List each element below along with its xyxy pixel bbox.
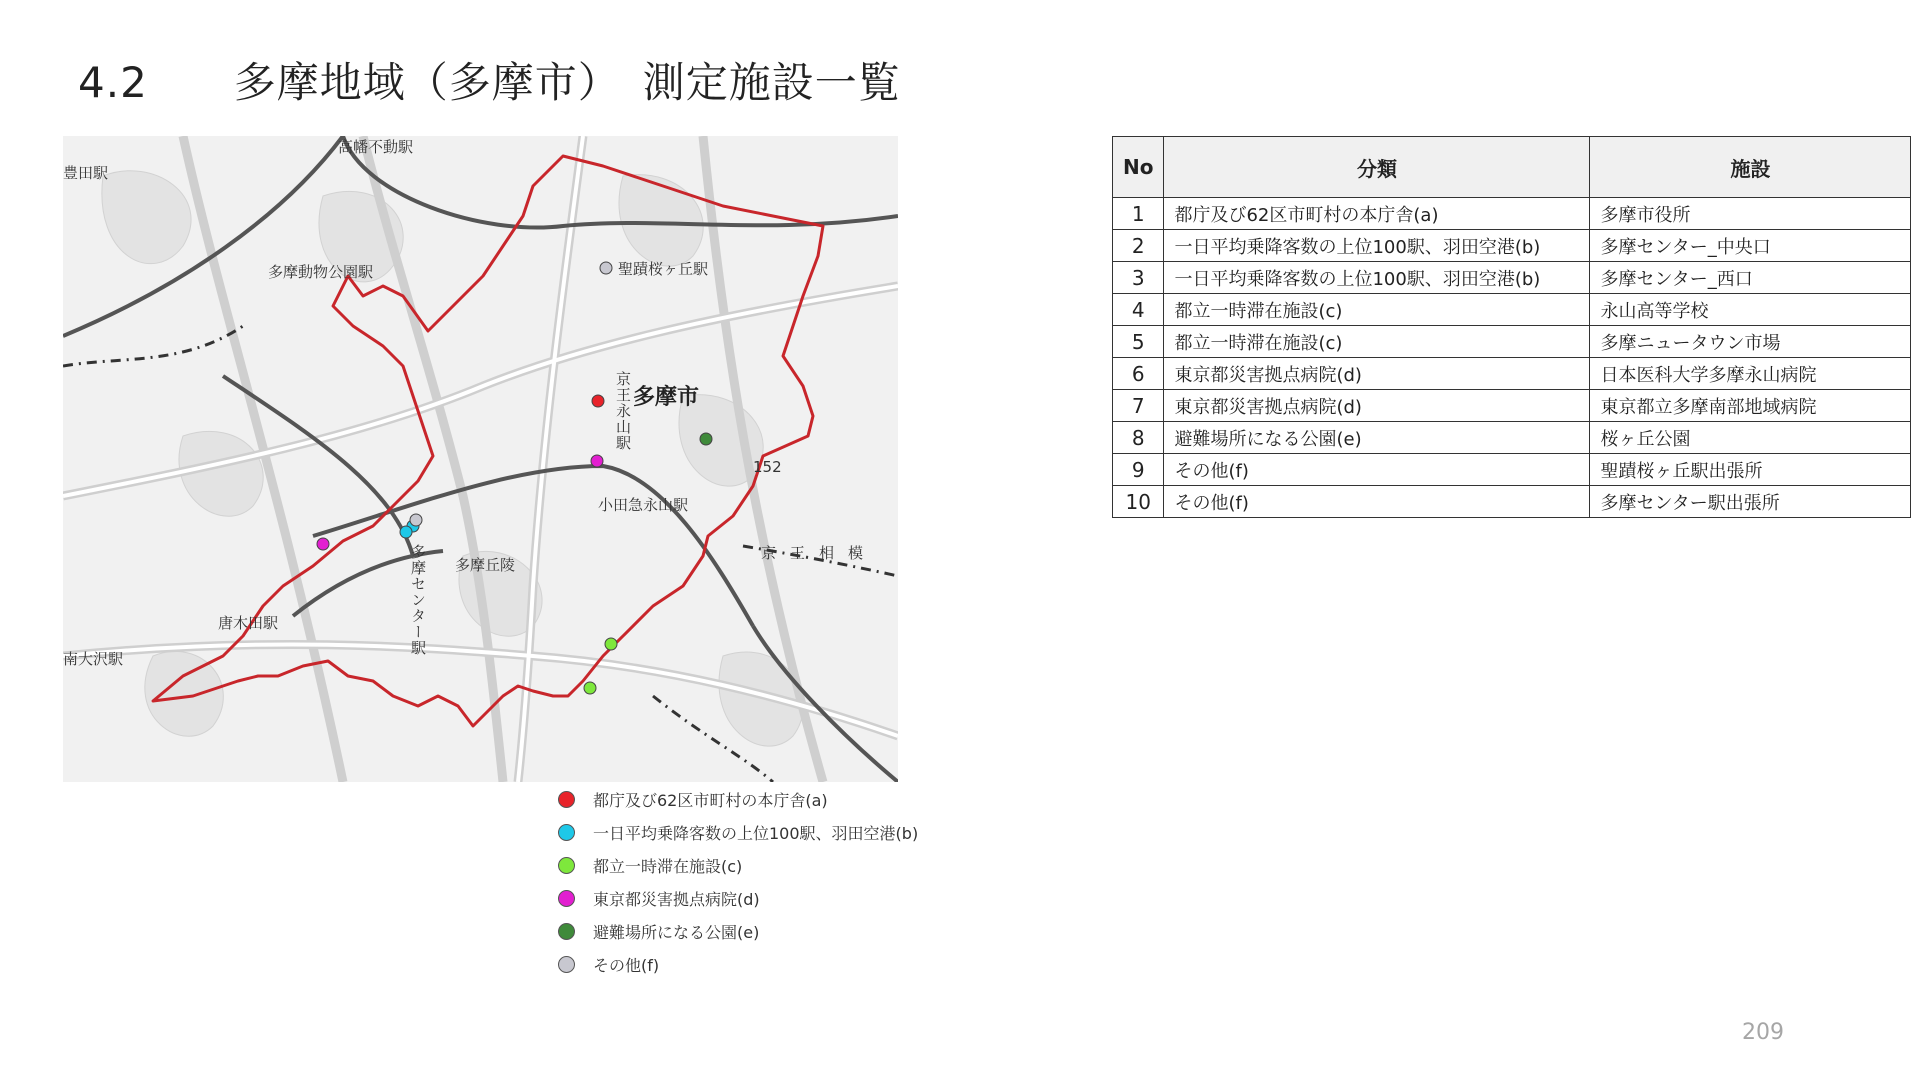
legend-marker-a [558, 791, 575, 808]
header-category: 分類 [1164, 137, 1590, 198]
map-label-keio-nagayama: 京王永山駅 [614, 371, 632, 451]
facility-point-10 [410, 514, 422, 526]
row-facility: 多摩センター_西口 [1590, 262, 1911, 294]
row-no: 3 [1113, 262, 1164, 294]
row-no: 1 [1113, 198, 1164, 230]
facility-point-4 [605, 638, 617, 650]
row-no: 2 [1113, 230, 1164, 262]
row-category: 一日平均乗降客数の上位100駅、羽田空港(b) [1164, 262, 1590, 294]
table-row [1113, 422, 1911, 454]
facility-point-3 [400, 526, 412, 538]
legend-label-c: 都立一時滞在施設(c) [593, 857, 743, 876]
row-facility: 永山高等学校 [1590, 294, 1911, 326]
row-category: 東京都災害拠点病院(d) [1164, 390, 1590, 422]
map-label-route: 152 [753, 458, 782, 476]
facility-table [1112, 136, 1911, 518]
facility-point-9 [600, 262, 612, 274]
legend-marker-d [558, 890, 575, 907]
row-no: 4 [1113, 294, 1164, 326]
row-category: その他(f) [1164, 454, 1590, 486]
row-no: 8 [1113, 422, 1164, 454]
row-facility: 東京都立多摩南部地域病院 [1590, 390, 1911, 422]
legend-label-f: その他(f) [593, 956, 660, 975]
legend-item-d [558, 882, 918, 915]
row-facility: 多摩ニュータウン市場 [1590, 326, 1911, 358]
row-category: 避難場所になる公園(e) [1164, 422, 1590, 454]
map-label-keio-sagami: 京王相模 [761, 544, 878, 562]
map-label-minamiosawa: 南大沢駅 [63, 650, 124, 668]
row-no: 10 [1113, 486, 1164, 518]
legend-label-b: 一日平均乗降客数の上位100駅、羽田空港(b) [593, 824, 919, 843]
legend-item-f [558, 948, 918, 981]
legend-item-a [558, 783, 918, 816]
legend-label-a: 都庁及び62区市町村の本庁舎(a) [593, 791, 828, 810]
legend-item-c [558, 849, 918, 882]
row-no: 6 [1113, 358, 1164, 390]
row-category: 都立一時滞在施設(c) [1164, 294, 1590, 326]
table-row [1113, 262, 1911, 294]
row-category: 東京都災害拠点病院(d) [1164, 358, 1590, 390]
legend-label-e: 避難場所になる公園(e) [593, 923, 760, 942]
table-row [1113, 294, 1911, 326]
row-facility: 聖蹟桜ヶ丘駅出張所 [1590, 454, 1911, 486]
facility-point-8 [700, 433, 712, 445]
row-facility: 桜ヶ丘公園 [1590, 422, 1911, 454]
map-legend [558, 783, 918, 981]
facility-point-5 [584, 682, 596, 694]
row-category: 一日平均乗降客数の上位100駅、羽田空港(b) [1164, 230, 1590, 262]
map-label-seiseki: 聖蹟桜ヶ丘駅 [618, 260, 709, 278]
table-row [1113, 390, 1911, 422]
table-row [1113, 230, 1911, 262]
table-row [1113, 358, 1911, 390]
row-category: 都立一時滞在施設(c) [1164, 326, 1590, 358]
map-label-tama-hills: 多摩丘陵 [455, 556, 516, 574]
map-label-tama-center: 多摩センター駅 [409, 544, 427, 656]
legend-label-d: 東京都災害拠点病院(d) [593, 890, 760, 909]
facility-point-1 [592, 395, 604, 407]
table-row [1113, 454, 1911, 486]
row-no: 7 [1113, 390, 1164, 422]
facility-point-6 [591, 455, 603, 467]
facility-map [63, 136, 898, 782]
page-title: 4.2 多摩地域（多摩市） 測定施設一覧 [78, 58, 901, 107]
table-row [1113, 326, 1911, 358]
legend-marker-c [558, 857, 575, 874]
legend-item-b [558, 816, 918, 849]
page-number: 209 [1742, 1020, 1784, 1045]
legend-marker-f [558, 956, 575, 973]
legend-item-e [558, 915, 918, 948]
header-facility: 施設 [1590, 137, 1911, 198]
row-facility: 多摩センター駅出張所 [1590, 486, 1911, 518]
legend-marker-b [558, 824, 575, 841]
table-header-row [1113, 137, 1911, 198]
row-facility: 多摩センター_中央口 [1590, 230, 1911, 262]
legend-marker-e [558, 923, 575, 940]
map-label-karakida: 唐木田駅 [218, 614, 279, 632]
table-row [1113, 198, 1911, 230]
facility-point-7 [317, 538, 329, 550]
row-no: 9 [1113, 454, 1164, 486]
map-label-toyoda: 豊田駅 [63, 164, 109, 182]
row-category: その他(f) [1164, 486, 1590, 518]
row-facility: 多摩市役所 [1590, 198, 1911, 230]
map-label-odakyu-nagayama: 小田急永山駅 [598, 496, 689, 514]
map-label-tama-city: 多摩市 [633, 385, 700, 410]
header-no: No [1113, 137, 1164, 198]
table-row [1113, 486, 1911, 518]
row-facility: 日本医科大学多摩永山病院 [1590, 358, 1911, 390]
row-category: 都庁及び62区市町村の本庁舎(a) [1164, 198, 1590, 230]
map-label-tamadobutsu: 多摩動物公園駅 [268, 263, 374, 281]
map-label-takahata: 高幡不動駅 [338, 138, 414, 156]
row-no: 5 [1113, 326, 1164, 358]
